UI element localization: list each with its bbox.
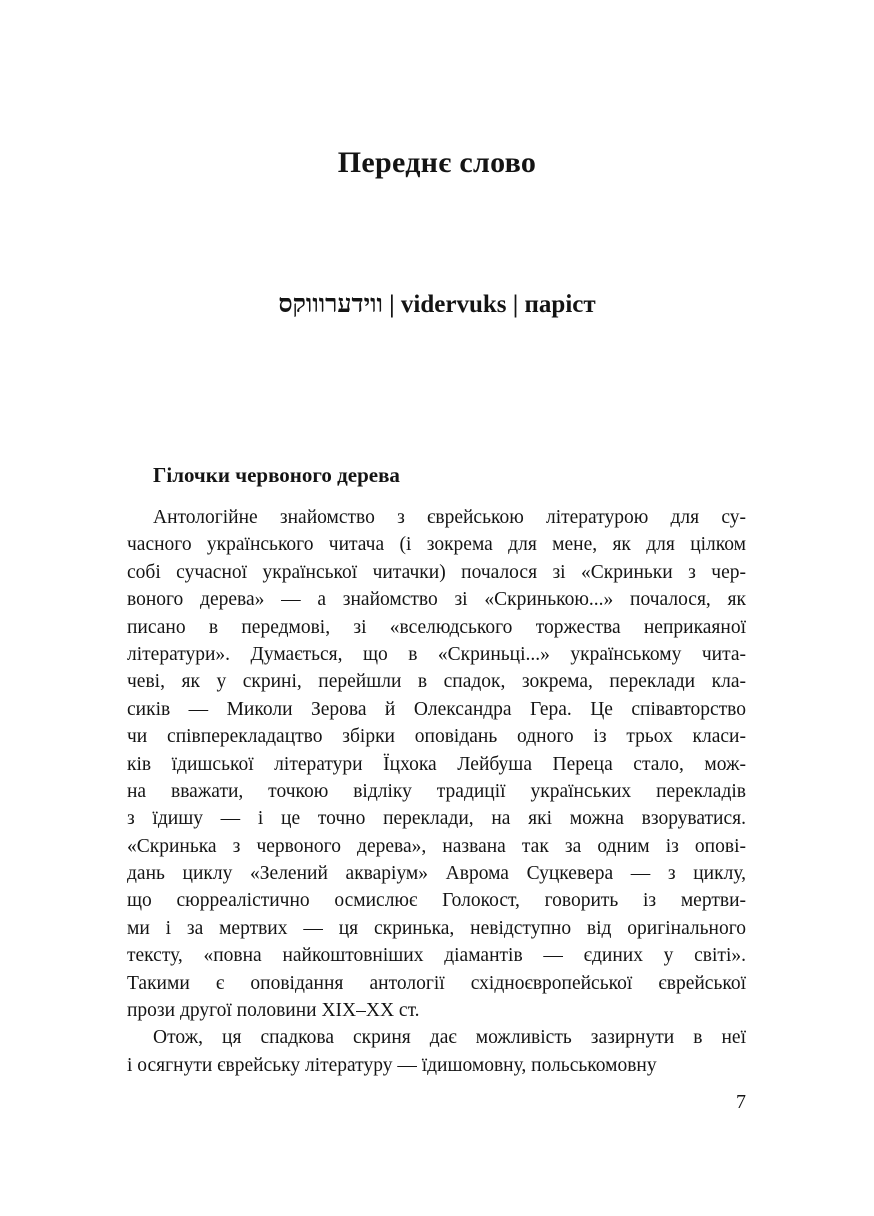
body-line: чи співперекладацтво збірки оповідань одного із трьох класи- — [127, 726, 746, 748]
body-line: Антологійне знайомство з єврейською літературою для су- — [153, 507, 746, 528]
page-title: Переднє слово — [337, 146, 537, 179]
body-line: Такими є оповідання антології східноєвропейської єврейської — [127, 972, 746, 994]
body-line: ми і за мертвих — ця скринька, невідступно від оригінального — [127, 917, 746, 939]
body-text — [127, 504, 746, 1079]
page-number: 7 — [736, 1091, 746, 1113]
epigraph-trilingual: ווידערוווקס | vidervuks | паріст — [278, 291, 596, 318]
body-line: чеві, як у скрині, перейшли в спадок, зокрема, переклади кла- — [127, 671, 746, 693]
body-line: що сюрреалістично осмислює Голокост, говорить із мертви- — [127, 890, 746, 912]
body-line: і осягнути єврейську літературу — їдишомовну, польськомовну — [127, 1054, 657, 1076]
body-line: собі сучасної української читачки) почалося зі «Скриньки з чер- — [127, 561, 746, 583]
body-line: «Скринька з червоного дерева», названа так за одним із опові- — [127, 835, 746, 857]
body-line: воного дерева» — а знайомство зі «Скринькою...» почалося, як — [127, 589, 746, 611]
body-line: дань циклу «Зелений акваріум» Аврома Суцкевера — з циклу, — [127, 863, 746, 885]
body-line: з їдишу — і це точно переклади, на які можна взоруватися. — [127, 808, 746, 830]
body-line: Отож, ця спадкова скриня дає можливість зазирнути в неї — [153, 1027, 746, 1049]
body-line: ків їдишської літератури Їцхока Лейбуша Переца стало, мож- — [127, 753, 746, 775]
body-line: часного українського читача (і зокрема для мене, як для цілком — [127, 534, 746, 556]
body-line: писано в передмові, зі «вселюдського торжества неприкаяної — [127, 616, 746, 638]
body-line: на вважати, точкою відліку традиції українських перекладів — [127, 780, 746, 802]
section-heading: Гілочки червоного дерева — [153, 463, 400, 487]
body-line: сиків — Миколи Зерова й Олександра Гера. Це співавторство — [127, 698, 746, 720]
body-line: тексту, «повна найкоштовніших діамантів — єдиних у світі». — [127, 945, 746, 967]
body-line: літератури». Думається, що в «Скриньці...» українському чита- — [127, 643, 746, 665]
body-line: прози другої половини XIX–XX ст. — [127, 1000, 420, 1022]
